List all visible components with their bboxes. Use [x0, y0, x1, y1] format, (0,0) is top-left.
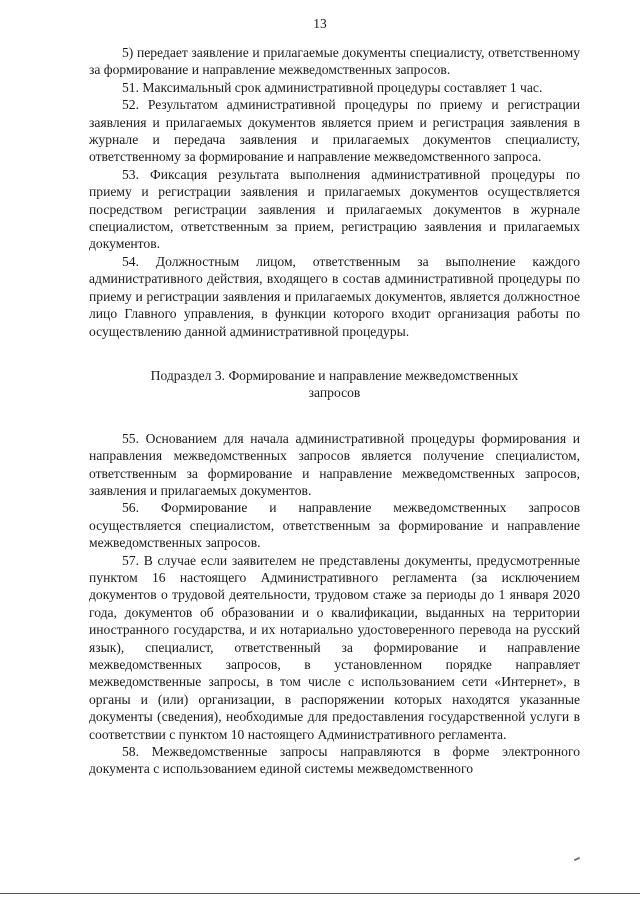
paragraph-52: 52. Результатом административной процедуры по приему и регистрации заявления и прилагаемых документов является прием и регистрация заявления в журнале и передача заявления и прилагаемых документов специалисту, ответственному за формирование и направление межведомственного запроса. — [89, 97, 580, 165]
paragraph-58: 58. Межведомственные запросы направляются в форме электронного документа с использованием единой системы межведомственного — [89, 744, 580, 777]
page-number: 13 — [313, 16, 327, 31]
paragraph-55: 55. Основанием для начала административной процедуры формирования и направления межведомственных запросов является получение специалистом, ответственным за формирование и направление межведомственных запросов, заявления и прилагаемых документов. — [89, 430, 580, 498]
section-heading: Подраздел 3. Формирование и направление межведомственных запросов — [150, 367, 519, 401]
paragraph-54: 54. Должностным лицом, ответственным за выполнение каждого административного действия, входящего в состав административной процедуры по приему и регистрации заявления и прилагаемых документов, является должностное лицо Главного управления, в функции которого входит организация работы по осуществлению данной административной процедуры. — [89, 253, 580, 339]
paragraph-item-5: 5) передает заявление и прилагаемые документы специалисту, ответственному за формирование и направление межведомственных запросов. — [89, 45, 580, 78]
paragraph-57: 57. В случае если заявителем не представлены документы, предусмотренные пунктом 16 настоящего Административного регламента (за исключением документов о трудовой деятельности, трудовом стаже за периоды до 1 января 2020 года, документов об образовании и о квалификации, выданных на территории иностранного государства, и их нотариально удостоверенного перевода на русский язык), специалист, ответственный за формирование и направление межведомственных запросов, в установленном порядке направляет межведомственные запросы, в том числе с использованием сети «Интернет», в органы и (или) организации, в распоряжении которых находятся указанные документы (сведения), необходимые для предоставления государственной услуги в соответствии с пунктом 10 настоящего Административного регламента. — [89, 552, 580, 742]
paragraph-56: 56. Формирование и направление межведомственных запросов осуществляется специалистом, ответственным за формирование и направление межведомственных запросов. — [89, 500, 580, 551]
document-body — [89, 44, 580, 778]
paragraph-53: 53. Фиксация результата выполнения административной процедуры по приему и регистрации заявления и прилагаемых документов осуществляется посредством регистрации заявления и прилагаемых документов в журнале специалистом, ответственным за прием, регистрацию заявления и прилагаемых документов. — [89, 166, 580, 252]
page-bottom-edge — [0, 893, 640, 894]
scan-artifact — [574, 857, 580, 861]
paragraph-51: 51. Максимальный срок административной процедуры составляет 1 час. — [122, 79, 543, 95]
